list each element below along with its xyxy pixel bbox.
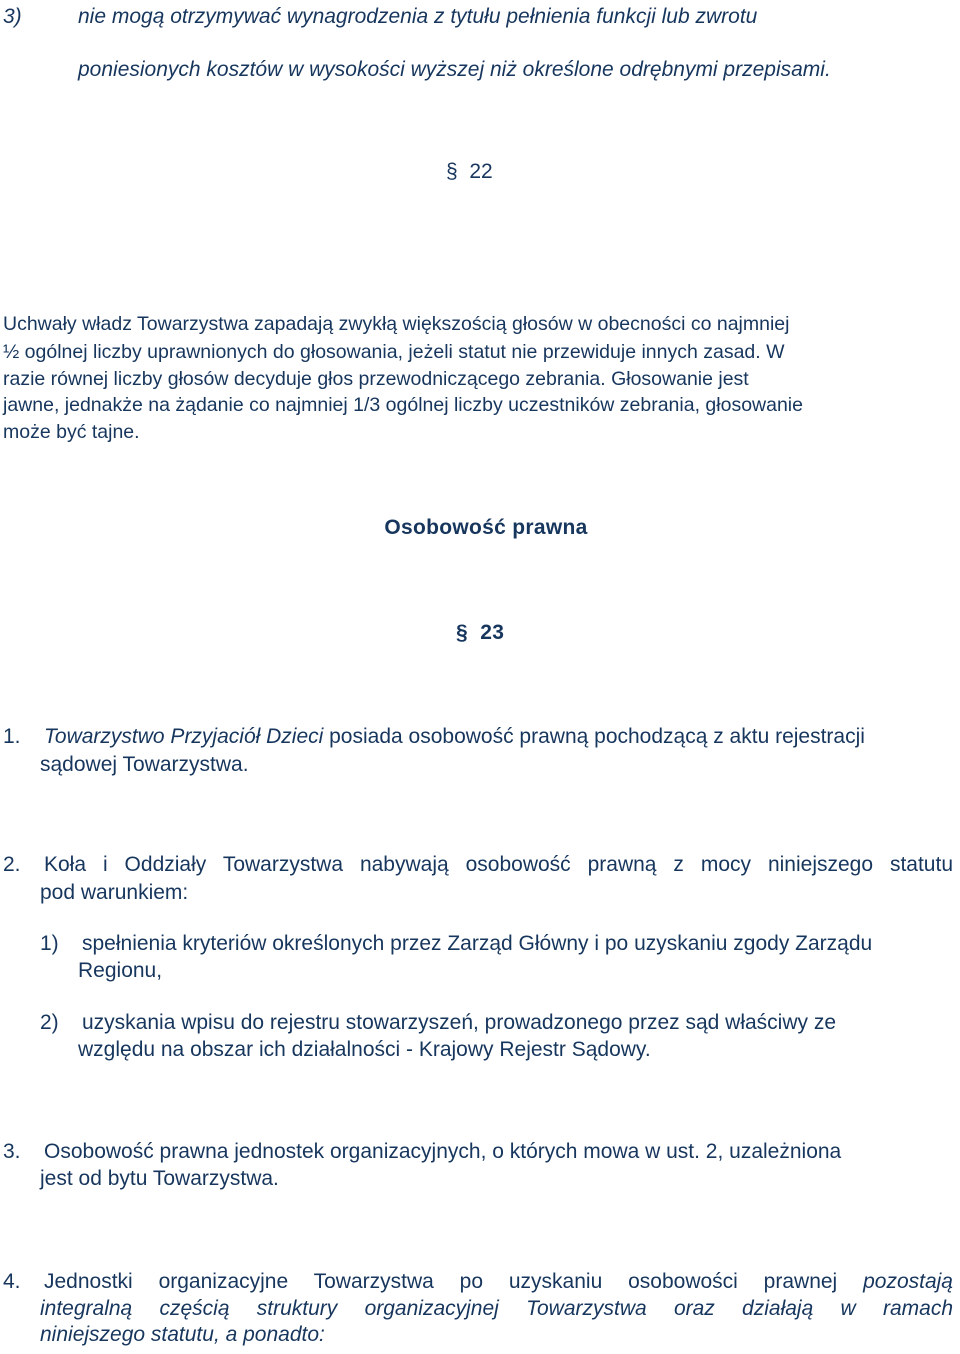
para-1-number: 1.: [3, 725, 21, 748]
section-22-line-4: jawne, jednakże na żądanie co najmniej 1/3 ogólnej liczby uczestników zebrania, głosowanie: [3, 394, 803, 416]
item-3-number: 3): [3, 5, 22, 28]
section-sign: §: [446, 160, 458, 183]
section-number: 22: [469, 160, 493, 183]
section-number: 23: [480, 621, 505, 644]
section-23-heading: [456, 621, 504, 645]
sub-2-line-1: uzyskania wpisu do rejestru stowarzyszeń, prowadzonego przez sąd właściwy ze: [82, 1011, 837, 1034]
para-1-line-2: sądowej Towarzystwa.: [40, 753, 249, 776]
para-3-line-1: Osobowość prawna jednostek organizacyjnych, o których mowa w ust. 2, uzależniona: [44, 1140, 842, 1163]
section-22-line-5: może być tajne.: [3, 421, 140, 443]
sub-1-number: 1): [40, 932, 59, 955]
para-2-number: 2.: [3, 853, 21, 876]
section-22-line-3: razie równej liczby głosów decyduje głos przewodniczącego zebrania. Głosowanie jest: [3, 368, 749, 390]
para-4-text: Jednostki organizacyjne Towarzystwa po uzyskaniu osobowości prawnej: [44, 1270, 838, 1293]
organization-name: Towarzystwo Przyjaciół Dzieci: [44, 725, 324, 748]
sub-1-line-1: spełnienia kryteriów określonych przez Zarząd Główny i po uzyskaniu zgody Zarządu: [82, 932, 873, 955]
para-3-line-2: jest od bytu Towarzystwa.: [40, 1167, 279, 1190]
item-3-line-1: nie mogą otrzymywać wynagrodzenia z tytułu pełnienia funkcji lub zwrotu: [78, 5, 758, 28]
section-22-line-2: ½ ogólnej liczby uprawnionych do głosowania, jeżeli statut nie przewiduje innych zasad. W: [3, 341, 785, 363]
sub-1-line-2: Regionu,: [78, 959, 163, 982]
para-4-line-3: niniejszego statutu, a ponadto:: [40, 1323, 325, 1346]
sub-2-number: 2): [40, 1011, 59, 1034]
sub-2-line-2: względu na obszar ich działalności - Krajowy Rejestr Sądowy.: [78, 1038, 651, 1061]
section-22-line-1: Uchwały władz Towarzystwa zapadają zwykłą większością głosów w obecności co najmniej: [3, 313, 790, 335]
para-2-line-1: Koła i Oddziały Towarzystwa nabywają osobowość prawną z mocy niniejszego statutu: [44, 853, 953, 876]
heading-legal-personality: Osobowość prawna: [384, 516, 588, 539]
para-4-number: 4.: [3, 1270, 21, 1293]
para-4-line-1: [44, 1270, 953, 1294]
section-22-heading: [446, 160, 493, 184]
para-4-line-2: integralną częścią struktury organizacyjnej Towarzystwa oraz działają w ramach: [40, 1297, 953, 1320]
para-1-line-1: [44, 725, 865, 749]
para-2-line-2: pod warunkiem:: [40, 881, 189, 904]
para-1-text: posiada osobowość prawną pochodzącą z aktu rejestracji: [323, 725, 865, 748]
section-sign: §: [456, 621, 468, 644]
para-4-italic-word: pozostają: [863, 1270, 953, 1293]
para-3-number: 3.: [3, 1140, 21, 1163]
item-3-line-2: poniesionych kosztów w wysokości wyższej niż określone odrębnymi przepisami.: [78, 58, 831, 81]
